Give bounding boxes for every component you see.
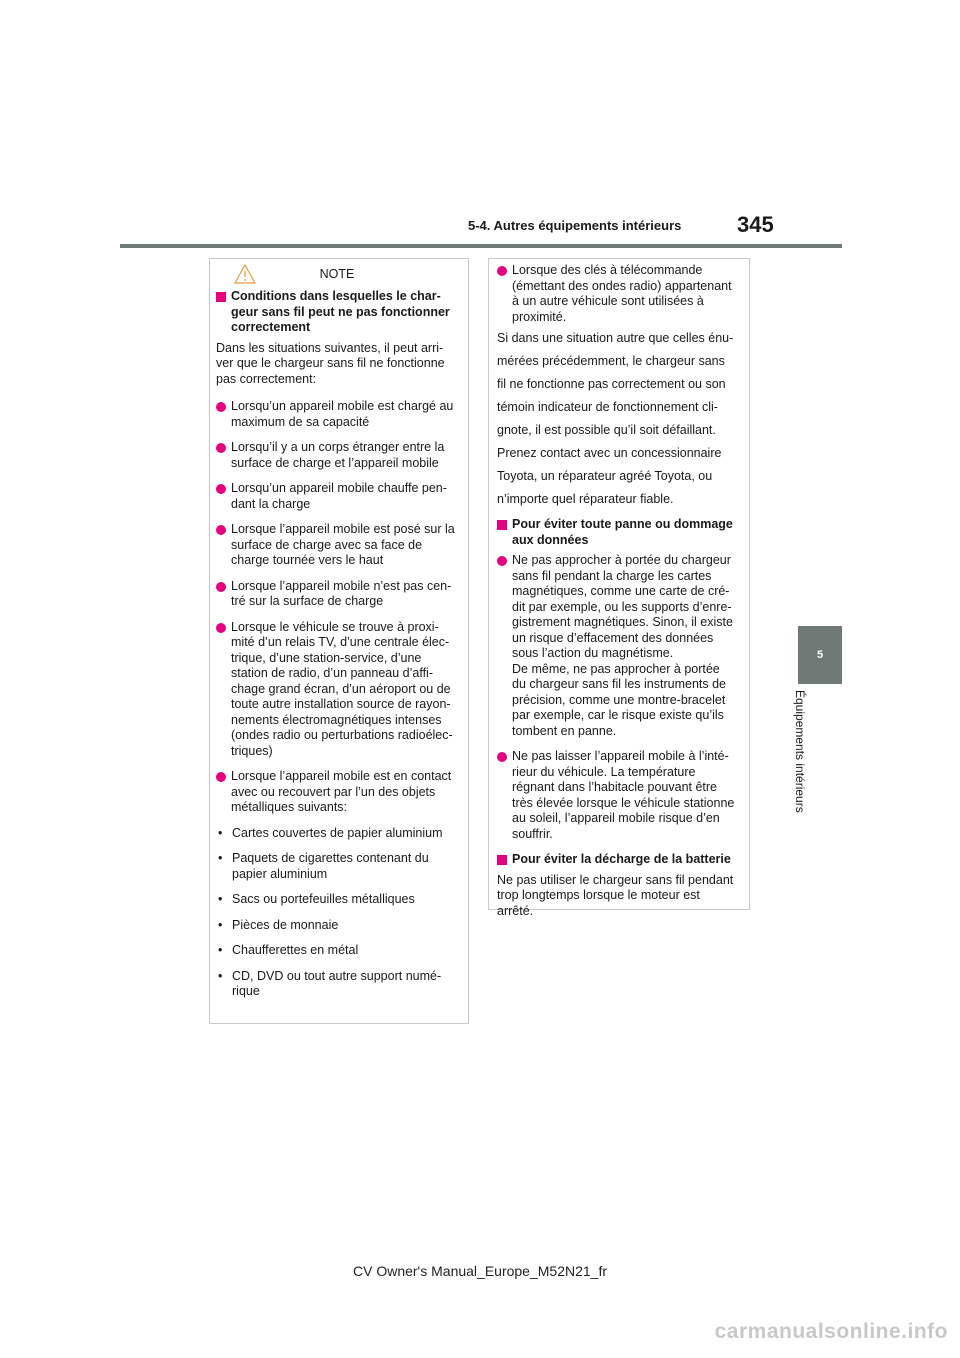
square-bullet-icon (497, 520, 507, 530)
text-line: Lorsqu’un appareil mobile est chargé au (231, 399, 454, 413)
text-line: témoin indicateur de fonctionnement cli- (497, 400, 718, 414)
sub-bullet-marker: • (218, 917, 223, 932)
sub-bullet-marker: • (218, 943, 223, 957)
section-heading (497, 852, 739, 868)
circle-bullet-icon (497, 556, 507, 566)
text-line: Paquets de cigarettes contenant du (232, 851, 429, 865)
bullet-text (512, 749, 734, 842)
text-line: mérées précédemment, le chargeur sans (497, 354, 725, 368)
page-number: 345 (737, 212, 774, 237)
text-line: avec ou recouvert par l’un des objets (231, 784, 436, 799)
sub-bullet-marker: • (218, 851, 223, 865)
chapter-tab (798, 626, 842, 684)
bullet-item (497, 749, 739, 842)
bullet-item (216, 481, 458, 512)
text-line: Lorsque le véhicule se trouve à proxi- (231, 619, 439, 634)
bullet-item (497, 263, 739, 325)
sub-bullet-marker: • (218, 968, 223, 983)
square-bullet-icon (497, 855, 507, 865)
text-line: correctement (231, 320, 311, 334)
list-item-text (232, 969, 441, 1000)
text-line: ver que le chargeur sans fil ne fonctionne (216, 356, 445, 370)
text-line: trique, d’une station-service, d’une (231, 650, 422, 665)
text-line: Prenez contact avec un concessionnaire (497, 446, 722, 460)
text-line: très élevée lorsque le véhicule stationne (512, 795, 735, 810)
text-line: geur sans fil peut ne pas fonctionner (231, 304, 450, 319)
text-line: Pour éviter la décharge de la batterie (512, 852, 731, 866)
note-header (216, 259, 458, 289)
text-line: Pour éviter toute panne ou dommage (512, 517, 733, 531)
text-line: Ne pas utiliser le chargeur sans fil pendant (497, 872, 734, 887)
watermark: carmanualsonline.info (714, 1320, 948, 1343)
continued-box (488, 258, 750, 918)
circle-bullet-icon (216, 402, 226, 412)
text-line: chage grand écran, d’un aéroport ou de (231, 681, 451, 696)
text-line: Dans les situations suivantes, il peut arri- (216, 340, 444, 355)
bullet-item (216, 620, 458, 760)
battery-paragraph (497, 873, 739, 920)
text-line: Sacs ou portefeuilles métalliques (232, 892, 415, 906)
bullet-text (231, 769, 451, 816)
circle-bullet-icon (216, 623, 226, 633)
warning-icon (234, 264, 256, 284)
section-heading-text (231, 289, 450, 336)
bullet-item (497, 553, 739, 739)
bullet-text (231, 481, 447, 512)
bullet-item (216, 769, 458, 816)
text-line: trop longtemps lorsque le moteur est (497, 888, 700, 902)
list-item-text (232, 851, 429, 882)
text-line: CD, DVD ou tout autre support numé- (232, 968, 442, 983)
text-line: nements électromagnétiques intenses (231, 712, 442, 727)
text-line: (émettant des ondes radio) appartenant (512, 278, 732, 293)
text-line: Lorsque l’appareil mobile est posé sur la (231, 522, 455, 536)
section-heading-text (512, 517, 733, 548)
text-line: rieur du véhicule. La température (512, 764, 696, 779)
text-line: régnant dans l’habitacle pouvant être (512, 780, 718, 794)
bullet-text (512, 553, 733, 739)
note-content (216, 289, 458, 1000)
bullet-item (216, 522, 458, 569)
text-line: toute autre installation source de rayon- (231, 697, 451, 711)
text-line: sans fil pendant la charge les cartes (512, 568, 712, 583)
text-line: pas correctement: (216, 371, 317, 386)
section-heading-text (512, 852, 731, 868)
list-item-text (232, 826, 443, 842)
continued-content (497, 263, 739, 919)
header-rule (120, 244, 842, 248)
text-line: un risque d’effacement des données (512, 630, 714, 645)
bullet-text (231, 399, 453, 430)
text-line: Cartes couvertes de papier aluminium (232, 825, 443, 840)
text-line: Lorsqu’il y a un corps étranger entre la (231, 440, 445, 454)
text-line: Lorsqu’un appareil mobile chauffe pen- (231, 481, 447, 495)
intro-paragraph (216, 341, 458, 388)
footer-text: CV Owner's Manual_Europe_M52N21_fr (352, 1263, 608, 1279)
bullet-item (216, 399, 458, 430)
text-line: surface de charge avec sa face de (231, 537, 423, 552)
list-item (216, 918, 458, 934)
circle-bullet-icon (497, 752, 507, 762)
circle-bullet-icon (497, 266, 507, 276)
text-line: surface de charge et l’appareil mobile (231, 455, 439, 470)
text-line: Pièces de monnaie (232, 917, 339, 932)
square-bullet-icon (216, 292, 226, 302)
text-line: dant la charge (231, 496, 311, 511)
text-line: aux données (512, 532, 589, 547)
text-line: Si dans une situation autre que celles énu- (497, 331, 734, 345)
bullet-text (512, 263, 732, 325)
circle-bullet-icon (216, 525, 226, 535)
text-line: gnote, il est possible qu’il soit défaillant. (497, 423, 716, 437)
text-line: Ne pas approcher à portée du chargeur (512, 553, 731, 567)
text-line: charge tournée vers le haut (231, 553, 384, 567)
text-line: tré sur la surface de charge (231, 594, 384, 608)
text-line: Toyota, un réparateur agréé Toyota, ou (497, 469, 713, 483)
list-item (216, 851, 458, 882)
text-line: métalliques suivants: (231, 800, 348, 814)
list-item (216, 969, 458, 1000)
text-line: station de radio, d’un panneau d’affi- (231, 666, 434, 680)
chapter-number: 5 (816, 649, 824, 661)
bullet-text (231, 522, 455, 569)
circle-bullet-icon (216, 443, 226, 453)
sub-bullet-marker: • (218, 825, 223, 840)
text-line: mité d’un relais TV, d’une centrale élec- (231, 635, 450, 649)
bullet-text (231, 620, 453, 760)
section-heading (216, 289, 458, 336)
circle-bullet-icon (216, 772, 226, 782)
section-heading (497, 517, 739, 548)
text-line: De même, ne pas approcher à portée (512, 661, 720, 676)
bullet-text (231, 440, 444, 471)
bullet-item (216, 579, 458, 610)
text-line: précision, comme une montre-bracelet (512, 692, 726, 707)
text-line: triques) (231, 743, 273, 758)
text-line: à un autre véhicule sont utilisées à (512, 294, 704, 308)
circle-bullet-icon (216, 484, 226, 494)
list-item (216, 892, 458, 908)
text-line: par exemple, car le risque existe qu’ils (512, 708, 724, 722)
circle-bullet-icon (216, 582, 226, 592)
text-line: du chargeur sans fil les instruments de (512, 677, 726, 691)
list-item-text (232, 892, 415, 908)
text-line: Chaufferettes en métal (232, 943, 359, 957)
text-line: papier aluminium (232, 866, 328, 881)
text-line: magnétiques, comme une carte de cré- (512, 584, 730, 598)
section-title: 5-4. Autres équipements intérieurs (468, 218, 682, 233)
text-line: au soleil, l’appareil mobile risque d’en (512, 811, 720, 825)
text-line: dit par exemple, ou les supports d’enre- (512, 599, 732, 614)
text-line: (ondes radio ou perturbations radioélec- (231, 728, 453, 742)
text-line: maximum de sa capacité (231, 414, 370, 429)
text-line: gistrement magnétiques. Sinon, il existe (512, 615, 733, 629)
bullet-text (231, 579, 451, 610)
text-line: Conditions dans lesquelles le char- (231, 289, 441, 303)
info-paragraph (497, 329, 739, 509)
list-item (216, 943, 458, 959)
note-label: NOTE (319, 267, 355, 281)
text-line: tombent en panne. (512, 723, 617, 738)
text-line: sous l’action du magnétisme. (512, 646, 674, 660)
text-line: proximité. (512, 309, 567, 324)
list-item (216, 826, 458, 842)
bullet-item (216, 440, 458, 471)
list-item-text (232, 918, 338, 934)
text-line: rique (232, 984, 260, 998)
text-line: n’importe quel réparateur fiable. (497, 492, 674, 506)
text-line: arrêté. (497, 903, 534, 918)
text-line: fil ne fonctionne pas correctement ou son (497, 377, 726, 391)
text-line: Lorsque l’appareil mobile est en contact (231, 769, 452, 783)
text-line: souffrir. (512, 826, 553, 841)
note-box (209, 258, 469, 1024)
chapter-label: Équipements intérieurs (793, 690, 807, 813)
text-line: Ne pas laisser l’appareil mobile à l’inté- (512, 749, 729, 763)
text-line: Lorsque des clés à télécommande (512, 263, 703, 277)
list-item-text (232, 943, 358, 959)
sub-bullet-marker: • (218, 892, 223, 906)
text-line: Lorsque l’appareil mobile n’est pas cen- (231, 578, 452, 593)
